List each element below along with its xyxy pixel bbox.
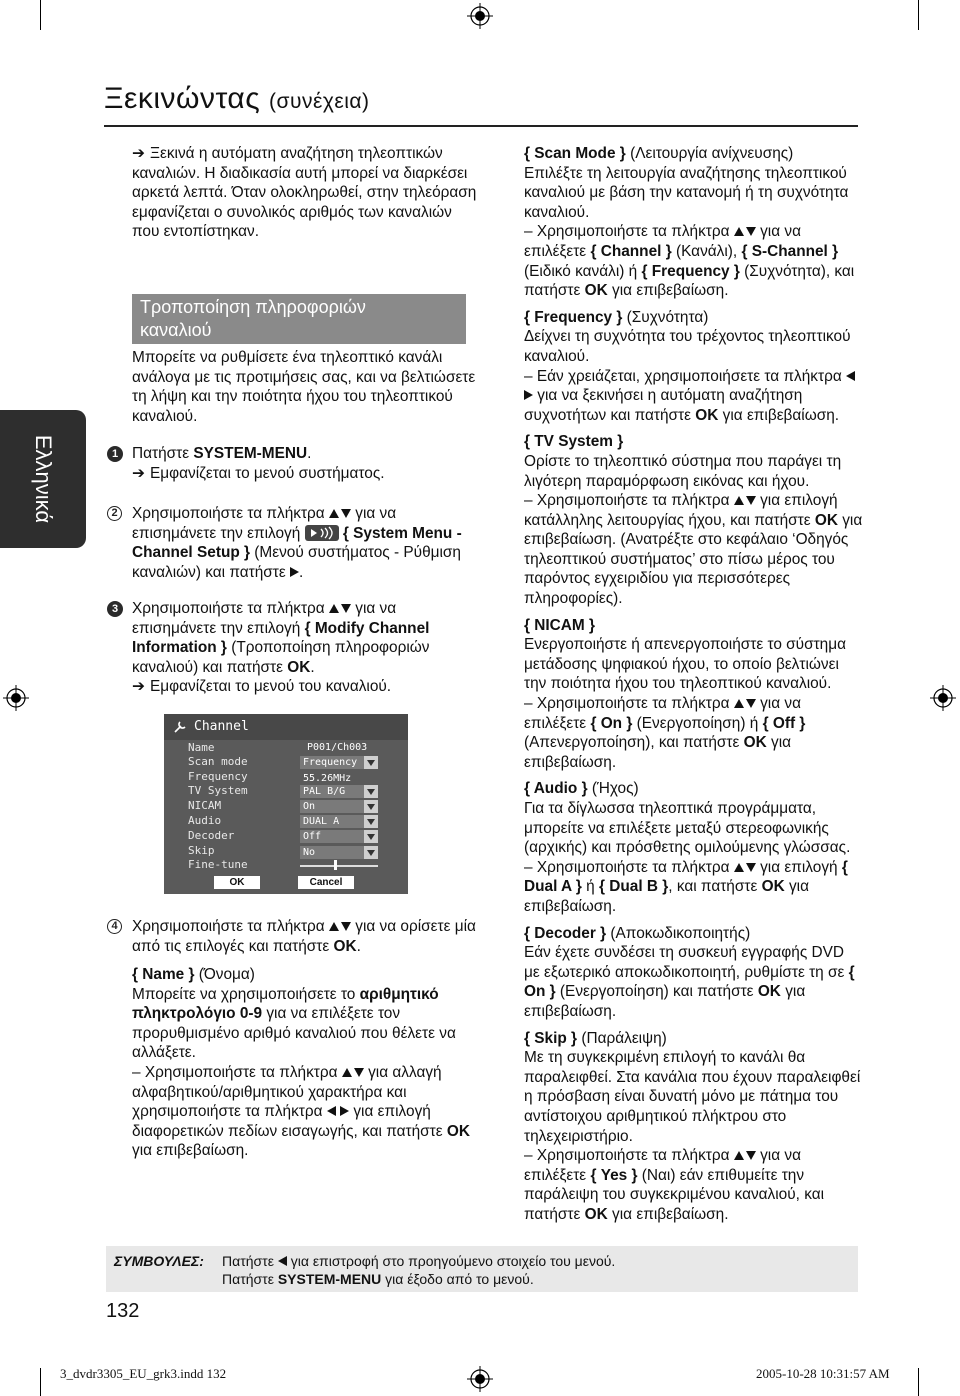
- step-3-text-a: Χρησιμοποιήστε τα πλήκτρα: [132, 600, 325, 617]
- step-3-result: Εμφανίζεται το μενού του καναλιού.: [150, 678, 392, 696]
- tv-system-desc: Ορίστε το τηλεοπτικό σύστημα που παράγει τη λιγότερη παραμόρφωση εικόνας και ήχου.: [524, 452, 842, 490]
- left-arrow-icon: [278, 1256, 287, 1266]
- tv-ok: OK: [814, 511, 838, 529]
- step-3-badge: 3: [107, 601, 123, 617]
- scan-opt-frequency-gr: (Συχνότητα), και πατήστε: [524, 262, 855, 300]
- name-ok: OK: [446, 1122, 470, 1140]
- section-heading: [132, 294, 466, 344]
- menu-label-fine-tune: Fine-tune: [188, 858, 248, 871]
- skip-ok: OK: [584, 1205, 608, 1223]
- audio-instr-c: , και πατήστε: [668, 878, 758, 896]
- menu-value-tv-system[interactable]: PAL B/G: [300, 785, 364, 798]
- name-text-a: Μπορείτε να χρησιμοποιήσετε το: [132, 985, 356, 1003]
- scan-opt-s-channel: { S-Channel }: [741, 242, 839, 260]
- right-arrow-icon: [290, 567, 299, 577]
- step-2-text-c: (Μενού συστήματος - Ρύθμιση καναλιών) και πατήστε: [132, 544, 461, 581]
- nicam-desc: Ενεργοποιήστε ή απενεργοποιήστε το σύστημα μετάδοσης ψηφιακού ήχου, το οποίο βελτιώνει την ποιότητα ήχου του τηλεοπτικού καναλιού.: [524, 636, 847, 693]
- name-heading-gr: (Όνομα): [198, 966, 255, 983]
- scan-opt-s-channel-gr: (Ειδικό κανάλι) ή: [524, 262, 638, 280]
- up-arrow-icon: [734, 1151, 744, 1160]
- page-title-main: Ξεκινώντας: [104, 82, 261, 115]
- down-arrow-icon: [746, 699, 756, 708]
- step-3-text-c: (Τροποποίηση πληροφοριών καναλιού) και πατήστε: [132, 639, 430, 676]
- tv-instr-a: – Χρησιμοποιήστε τα πλήκτρα: [524, 492, 730, 510]
- step-2-badge: 2: [107, 506, 122, 521]
- section-heading-line2: καναλιού: [140, 320, 212, 340]
- page-title: [104, 82, 370, 116]
- step-4: Χρησιμοποιήστε τα πλήκτρα για να ορίσετε μία από τις επιλογές και πατήστε OK.: [132, 918, 476, 955]
- crop-mark: [40, 1368, 41, 1396]
- decoder-heading-gr: (Αποκωδικοποιητής): [610, 924, 751, 942]
- up-arrow-icon: [734, 863, 744, 872]
- skip-yes-gr: (Ναι) εάν επιθυμείτε την παράλειψη του συγκεκριμένου καναλιού, και πατήστε: [524, 1166, 825, 1223]
- menu-value-frequency[interactable]: 55.26MHz: [303, 773, 352, 784]
- step-3-text-b: για να επισημάνετε την επιλογή: [132, 600, 397, 637]
- name-keypad: αριθμητικό πληκτρολόγιο 0-9: [132, 985, 439, 1023]
- step-4-badge: 4: [107, 919, 122, 934]
- channel-setup-icon: [305, 525, 339, 541]
- audio-instr-b: για επιλογή: [760, 858, 838, 876]
- tips-label: ΣΥΜΒΟΥΛΕΣ:: [114, 1253, 204, 1269]
- decoder-ok: OK: [757, 983, 781, 1001]
- audio-end: για επιβεβαίωση.: [524, 878, 809, 915]
- scan-end: για επιβεβαίωση.: [612, 282, 729, 300]
- decoder-heading: { Decoder }: [524, 924, 607, 942]
- nicam-end: για επιβεβαίωση.: [524, 734, 792, 771]
- registration-mark-icon: [467, 3, 493, 29]
- step-2-text-b: για να επισημάνετε την επιλογή: [132, 505, 397, 542]
- nicam-off-gr: (Απενεργοποίηση), και πατήστε: [524, 734, 740, 752]
- audio-heading: { Audio }: [524, 780, 588, 798]
- nicam-instr-b: για να επιλέξετε: [524, 695, 801, 732]
- arrow-right-icon: ➔: [132, 464, 145, 482]
- nicam-heading: { NICAM }: [524, 616, 595, 634]
- nicam-ok: OK: [743, 734, 767, 752]
- down-arrow-icon: [354, 1068, 364, 1077]
- menu-label-scan-mode: Scan mode: [188, 755, 248, 768]
- intro-result-text: Ξεκινά η αυτόματη αναζήτηση τηλεοπτικών καναλιών. Η διαδικασία αυτή μπορεί να διαρκέσει αρκετά λεπτά. Όταν ολοκληρωθεί, στην τηλεόραση εμφανίζεται ο συνολικός αριθμός των καναλιών που εντοπίστηκαν.: [132, 145, 477, 241]
- down-arrow-icon: [746, 496, 756, 505]
- down-arrow-icon: [746, 1151, 756, 1160]
- menu-value-name[interactable]: P001/Ch003: [307, 742, 368, 753]
- scan-mode-heading: { Scan Mode }: [524, 145, 626, 162]
- step-2-option: { System Menu - Channel Setup }: [132, 524, 462, 562]
- up-arrow-icon: [329, 604, 339, 613]
- scan-instr-a: – Χρησιμοποιήστε τα πλήκτρα: [524, 223, 730, 241]
- registration-mark-icon: [467, 1366, 493, 1392]
- up-arrow-icon: [734, 699, 744, 708]
- freq-end: για επιβεβαίωση.: [722, 406, 840, 424]
- channel-menu-title: Channel: [194, 719, 249, 734]
- scan-mode-desc: Επιλέξτε τη λειτουργία αναζήτησης τηλεοπτικού καναλιού με βάση την κατανομή ή τη συχνότητα καναλιού.: [524, 164, 849, 221]
- left-arrow-icon: [846, 371, 855, 381]
- step-1-text: Πατήστε: [132, 445, 190, 462]
- page-number: 132: [106, 1300, 140, 1322]
- step-2-text-a: Χρησιμοποιήστε τα πλήκτρα: [132, 505, 325, 522]
- title-rule: [104, 125, 858, 127]
- menu-value-skip[interactable]: No: [300, 846, 364, 859]
- section-description: [132, 348, 477, 426]
- wrench-icon: [172, 719, 188, 735]
- step-1-badge: 1: [107, 446, 123, 462]
- menu-cancel-button[interactable]: Cancel: [298, 876, 354, 889]
- tips-line2-b: για έξοδο από το μενού.: [385, 1271, 534, 1287]
- up-arrow-icon: [734, 227, 744, 236]
- decoder-desc: Εάν έχετε συνδέσει τη συσκευή εγγραφής DVD με εξωτερικό αποκωδικοποιητή, ρυθμίστε τη σε: [524, 944, 845, 981]
- audio-dual-b: { Dual B }: [599, 878, 669, 896]
- tips-line1-a: Πατήστε: [222, 1253, 274, 1269]
- skip-heading: { Skip }: [524, 1029, 578, 1047]
- nicam-off: { Off }: [762, 714, 806, 732]
- skip-end: για επιβεβαίωση.: [612, 1205, 729, 1223]
- section-description-text: Μπορείτε να ρυθμίσετε ένα τηλεοπτικό κανάλι ανάλογα με τις προτιμήσεις σας, και να βελτιώσετε τη λήψη και την ποιότητα ήχου του τηλεοπτικού καναλιού.: [132, 349, 476, 425]
- nicam-instr-a: – Χρησιμοποιήστε τα πλήκτρα: [524, 695, 730, 713]
- menu-label-decoder: Decoder: [188, 829, 235, 842]
- right-arrow-icon: [524, 390, 533, 400]
- down-arrow-icon: [341, 922, 351, 931]
- right-arrow-icon: [340, 1106, 349, 1116]
- page-title-suffix: (συνέχεια): [269, 90, 370, 113]
- dropdown-arrow-icon[interactable]: [364, 800, 378, 813]
- tips-line2-a: Πατήστε: [222, 1271, 274, 1287]
- name-text-b: για να επιλέξετε τον προρυθμισμένο αριθμό καναλιού που θέλετε να αλλάξετε.: [132, 1005, 456, 1062]
- skip-instr-b: για να επιλέξετε: [524, 1147, 801, 1184]
- name-text-f: για επιβεβαίωση.: [132, 1142, 249, 1160]
- up-arrow-icon: [734, 496, 744, 505]
- menu-value-decoder[interactable]: Off: [300, 830, 364, 843]
- skip-yes: { Yes }: [590, 1166, 638, 1184]
- language-tab-label: Ελληνικά: [31, 434, 56, 524]
- dropdown-arrow-icon[interactable]: [364, 756, 378, 769]
- section-heading-line1: Τροποποίηση πληροφοριών: [140, 297, 366, 317]
- tv-instr-b: για επιλογή κατάλληλης λειτουργίας ήχου, και πατήστε: [524, 492, 838, 529]
- skip-heading-gr: (Παράλειψη): [581, 1029, 667, 1047]
- tips-line-2: [222, 1270, 534, 1289]
- step-3-ok: OK: [287, 658, 311, 676]
- intro-result: [132, 144, 477, 242]
- step-1-key: SYSTEM-MENU: [193, 445, 308, 462]
- step-2: Χρησιμοποιήστε τα πλήκτρα για να επισημάνετε την επιλογή { System Menu - Channel Setup } (Μενού συστήματος - Ρύθμιση καναλιών) και πατήστε .: [132, 505, 462, 581]
- step-3-option: { Modify Channel Information }: [132, 619, 430, 657]
- audio-ok: OK: [761, 878, 785, 896]
- menu-label-nicam: NICAM: [188, 799, 222, 812]
- right-column: [524, 144, 864, 1224]
- tips-line1-b: για επιστροφή στο προηγούμενο στοιχείο του μενού.: [290, 1253, 616, 1269]
- scan-opt-frequency: { Frequency }: [641, 262, 740, 280]
- channel-menu-header: [164, 714, 408, 740]
- dropdown-arrow-icon[interactable]: [364, 846, 378, 859]
- skip-desc: Με τη συγκεκριμένη επιλογή το κανάλι θα παραλειφθεί. Στα κανάλια που έχουν παραλειφθεί η πρόσβαση είναι δυνατή μόνο με πάτημα του αντίστοιχου αριθμητικού πλήκτρου στο τηλεχειριστήριο.: [524, 1049, 861, 1145]
- step-1-result: Εμφανίζεται το μενού συστήματος.: [150, 464, 385, 482]
- step-4-ok: OK: [333, 937, 357, 955]
- frequency-desc: Δείχνει τη συχνότητα του τρέχοντος τηλεοπτικού καναλιού.: [524, 328, 851, 365]
- step-4-text-b: για να ορίσετε μία από τις επιλογές και πατήστε: [132, 918, 476, 955]
- up-arrow-icon: [329, 922, 339, 931]
- name-text-d: για αλλαγή αλφαβητικού/αριθμητικού χαρακτήρα και χρησιμοποιήστε τα πλήκτρα: [132, 1063, 442, 1121]
- decoder-on-gr: (Ενεργοποίηση) και πατήστε: [559, 983, 754, 1001]
- scan-instr-b: για να επιλέξετε: [524, 223, 801, 260]
- audio-instr-a: – Χρησιμοποιήστε τα πλήκτρα: [524, 858, 730, 876]
- nicam-on: { On }: [590, 714, 633, 732]
- arrow-right-icon: ➔: [132, 145, 145, 162]
- nicam-on-gr: (Ενεργοποίηση) ή: [636, 714, 759, 732]
- name-text-c: – Χρησιμοποιήστε τα πλήκτρα: [132, 1063, 338, 1081]
- menu-ok-button[interactable]: OK: [214, 876, 260, 889]
- scan-mode-heading-gr: (Λειτουργία ανίχνευσης): [630, 145, 794, 162]
- audio-heading-gr: (Ήχος): [591, 780, 639, 798]
- tv-system-heading: { TV System }: [524, 433, 624, 451]
- menu-label-frequency: Frequency: [188, 770, 248, 783]
- skip-instr-a: – Χρησιμοποιήστε τα πλήκτρα: [524, 1147, 730, 1165]
- menu-value-nicam[interactable]: On: [300, 800, 364, 813]
- menu-value-audio[interactable]: DUAL A: [300, 815, 364, 828]
- menu-value-scan-mode[interactable]: Frequency: [300, 756, 364, 769]
- down-arrow-icon: [341, 604, 351, 613]
- tips-box: [106, 1246, 858, 1292]
- channel-menu: [164, 714, 408, 894]
- dropdown-arrow-icon[interactable]: [364, 830, 378, 843]
- step-3: Χρησιμοποιήστε τα πλήκτρα για να επισημάνετε την επιλογή { Modify Channel Information } (Τροποποίηση πληροφοριών καναλιού) και πατήστε OK. ➔ Εμφανίζεται το μενού του καναλιού.: [132, 600, 430, 696]
- down-arrow-icon: [746, 863, 756, 872]
- up-arrow-icon: [329, 509, 339, 518]
- down-arrow-icon: [341, 509, 351, 518]
- tips-line2-key: SYSTEM-MENU: [277, 1271, 382, 1287]
- menu-label-skip: Skip: [188, 844, 215, 857]
- tips-line-1: [222, 1252, 615, 1271]
- step-4-text-a: Χρησιμοποιήστε τα πλήκτρα: [132, 918, 325, 935]
- dropdown-arrow-icon[interactable]: [364, 815, 378, 828]
- dropdown-arrow-icon[interactable]: [364, 785, 378, 798]
- audio-or: ή: [586, 878, 595, 896]
- crop-mark: [40, 0, 41, 30]
- crop-mark: [918, 0, 919, 30]
- fine-tune-slider[interactable]: [300, 865, 378, 867]
- tv-end: για επιβεβαίωση. (Ανατρέξτε στο κεφάλαιο ‘Οδηγός τηλεοπτικού συστήματος’ στο πίσω μέρος του παρόντος εγχειριδίου για περισσότερες πληροφορίες).: [524, 511, 863, 608]
- left-arrow-icon: [327, 1106, 336, 1116]
- freq-ok: OK: [695, 406, 719, 424]
- frequency-heading-gr: (Συχνότητα): [626, 308, 709, 326]
- fine-tune-slider-handle[interactable]: [334, 860, 337, 870]
- decoder-end: για επιβεβαίωση.: [524, 983, 806, 1020]
- crop-mark: [918, 1368, 919, 1396]
- menu-label-name: Name: [188, 741, 215, 754]
- audio-dual-a: { Dual A }: [524, 858, 848, 896]
- footer-datetime: 2005-10-28 10:31:57 AM: [756, 1366, 890, 1381]
- language-tab: [0, 410, 86, 548]
- arrow-right-icon: ➔: [132, 678, 145, 696]
- audio-desc: Για τα δίγλωσσα τηλεοπτικά προγράμματα, μπορείτε να επιλέξετε μεταξύ στερεοφωνικής (αρχικής) και πρόσθετης ομιλούμενης γλώσσας.: [524, 800, 851, 857]
- down-arrow-icon: [746, 227, 756, 236]
- scan-opt-channel-gr: (Κανάλι),: [675, 242, 738, 260]
- menu-label-tv-system: TV System: [188, 784, 248, 797]
- name-heading: { Name }: [132, 966, 195, 983]
- scan-opt-channel: { Channel }: [590, 242, 672, 260]
- up-arrow-icon: [342, 1068, 352, 1077]
- name-option: [132, 965, 477, 1161]
- scan-ok: OK: [584, 282, 608, 300]
- step-1: Πατήστε SYSTEM-MENU. ➔ Εμφανίζεται το μενού συστήματος.: [132, 445, 385, 482]
- registration-mark-icon: [930, 685, 956, 711]
- decoder-on: { On }: [524, 963, 855, 1001]
- frequency-heading: { Frequency }: [524, 308, 623, 326]
- menu-label-audio: Audio: [188, 814, 222, 827]
- footer-file: 3_dvdr3305_EU_grk3.indd 132: [60, 1366, 227, 1381]
- freq-instr-a: – Εάν χρειάζεται, χρησιμοποιήσετε τα πλήκτρα: [524, 367, 842, 385]
- registration-mark-icon: [3, 685, 29, 711]
- freq-instr-b: για να ξεκινήσει η αυτόματη αναζήτηση συχνοτήτων και πατήστε: [524, 387, 803, 424]
- name-text-e: για επιλογή διαφορετικών πεδίων εισαγωγής, και πατήστε: [132, 1103, 443, 1140]
